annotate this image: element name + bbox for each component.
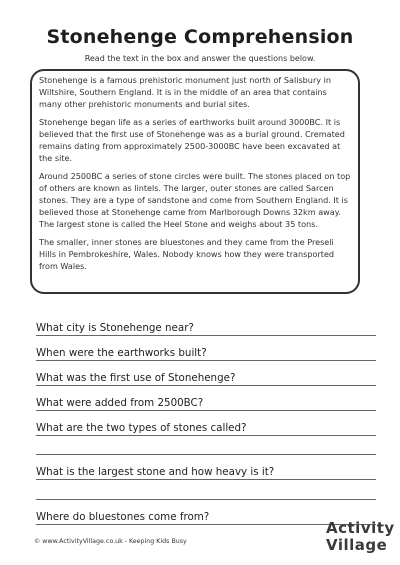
logo-line-1: Activity [326,519,395,537]
answer-line[interactable] [36,385,376,386]
instructions: Read the text in the box and answer the questions below. [84,54,316,63]
answer-line[interactable] [36,499,376,500]
answer-line[interactable] [36,360,376,361]
question-7: Where do bluestones come from? [36,511,210,523]
passage-paragraph: The smaller, inner stones are bluestones and they came from the Preseli Hills in Pembrokeshire, Wales. Nobody knows how they were transported from Wales. [39,237,335,271]
page-title: Stonehenge Comprehension [46,26,354,48]
footer-copyright: © www.ActivityVillage.co.uk - Keeping Kids Busy [34,538,187,545]
logo-line-2: Village [326,536,388,554]
passage-paragraph: Around 2500BC a series of stone circles were built. The stones placed on top of others are known as lintels. The larger, outer stones are called Sarcen stones. They are a type of sandstone and come from Southern England. It is believed those at Stonehenge came from Marlborough Downs 32km away. The largest stone is called the Heel Stone and weighs about 35 tons. [39,171,351,229]
question-2: When were the earthworks built? [36,347,207,359]
answer-line[interactable] [36,454,376,455]
answer-line[interactable] [36,335,376,336]
activity-village-logo [322,519,395,561]
reading-passage-box [30,69,360,294]
question-5: What are the two types of stones called? [36,422,247,434]
passage-paragraph: Stonehenge began life as a series of earthworks built around 3000BC. It is believed that the first use of Stonehenge was as a burial ground. Cremated remains dating from approximately 2500-3000BC have been excavated at the site. [39,117,345,163]
question-3: What was the first use of Stonehenge? [36,372,236,384]
question-4: What were added from 2500BC? [36,397,204,409]
answer-line[interactable] [36,410,376,411]
answer-line[interactable] [36,435,376,436]
question-6: What is the largest stone and how heavy is it? [36,466,275,478]
passage-paragraph: Stonehenge is a famous prehistoric monument just north of Salisbury in Wiltshire, Southern England. It is in the middle of an area that contains many other prehistoric monuments and burial sites. [39,75,332,109]
question-1: What city is Stonehenge near? [36,322,194,334]
answer-line[interactable] [36,479,376,480]
